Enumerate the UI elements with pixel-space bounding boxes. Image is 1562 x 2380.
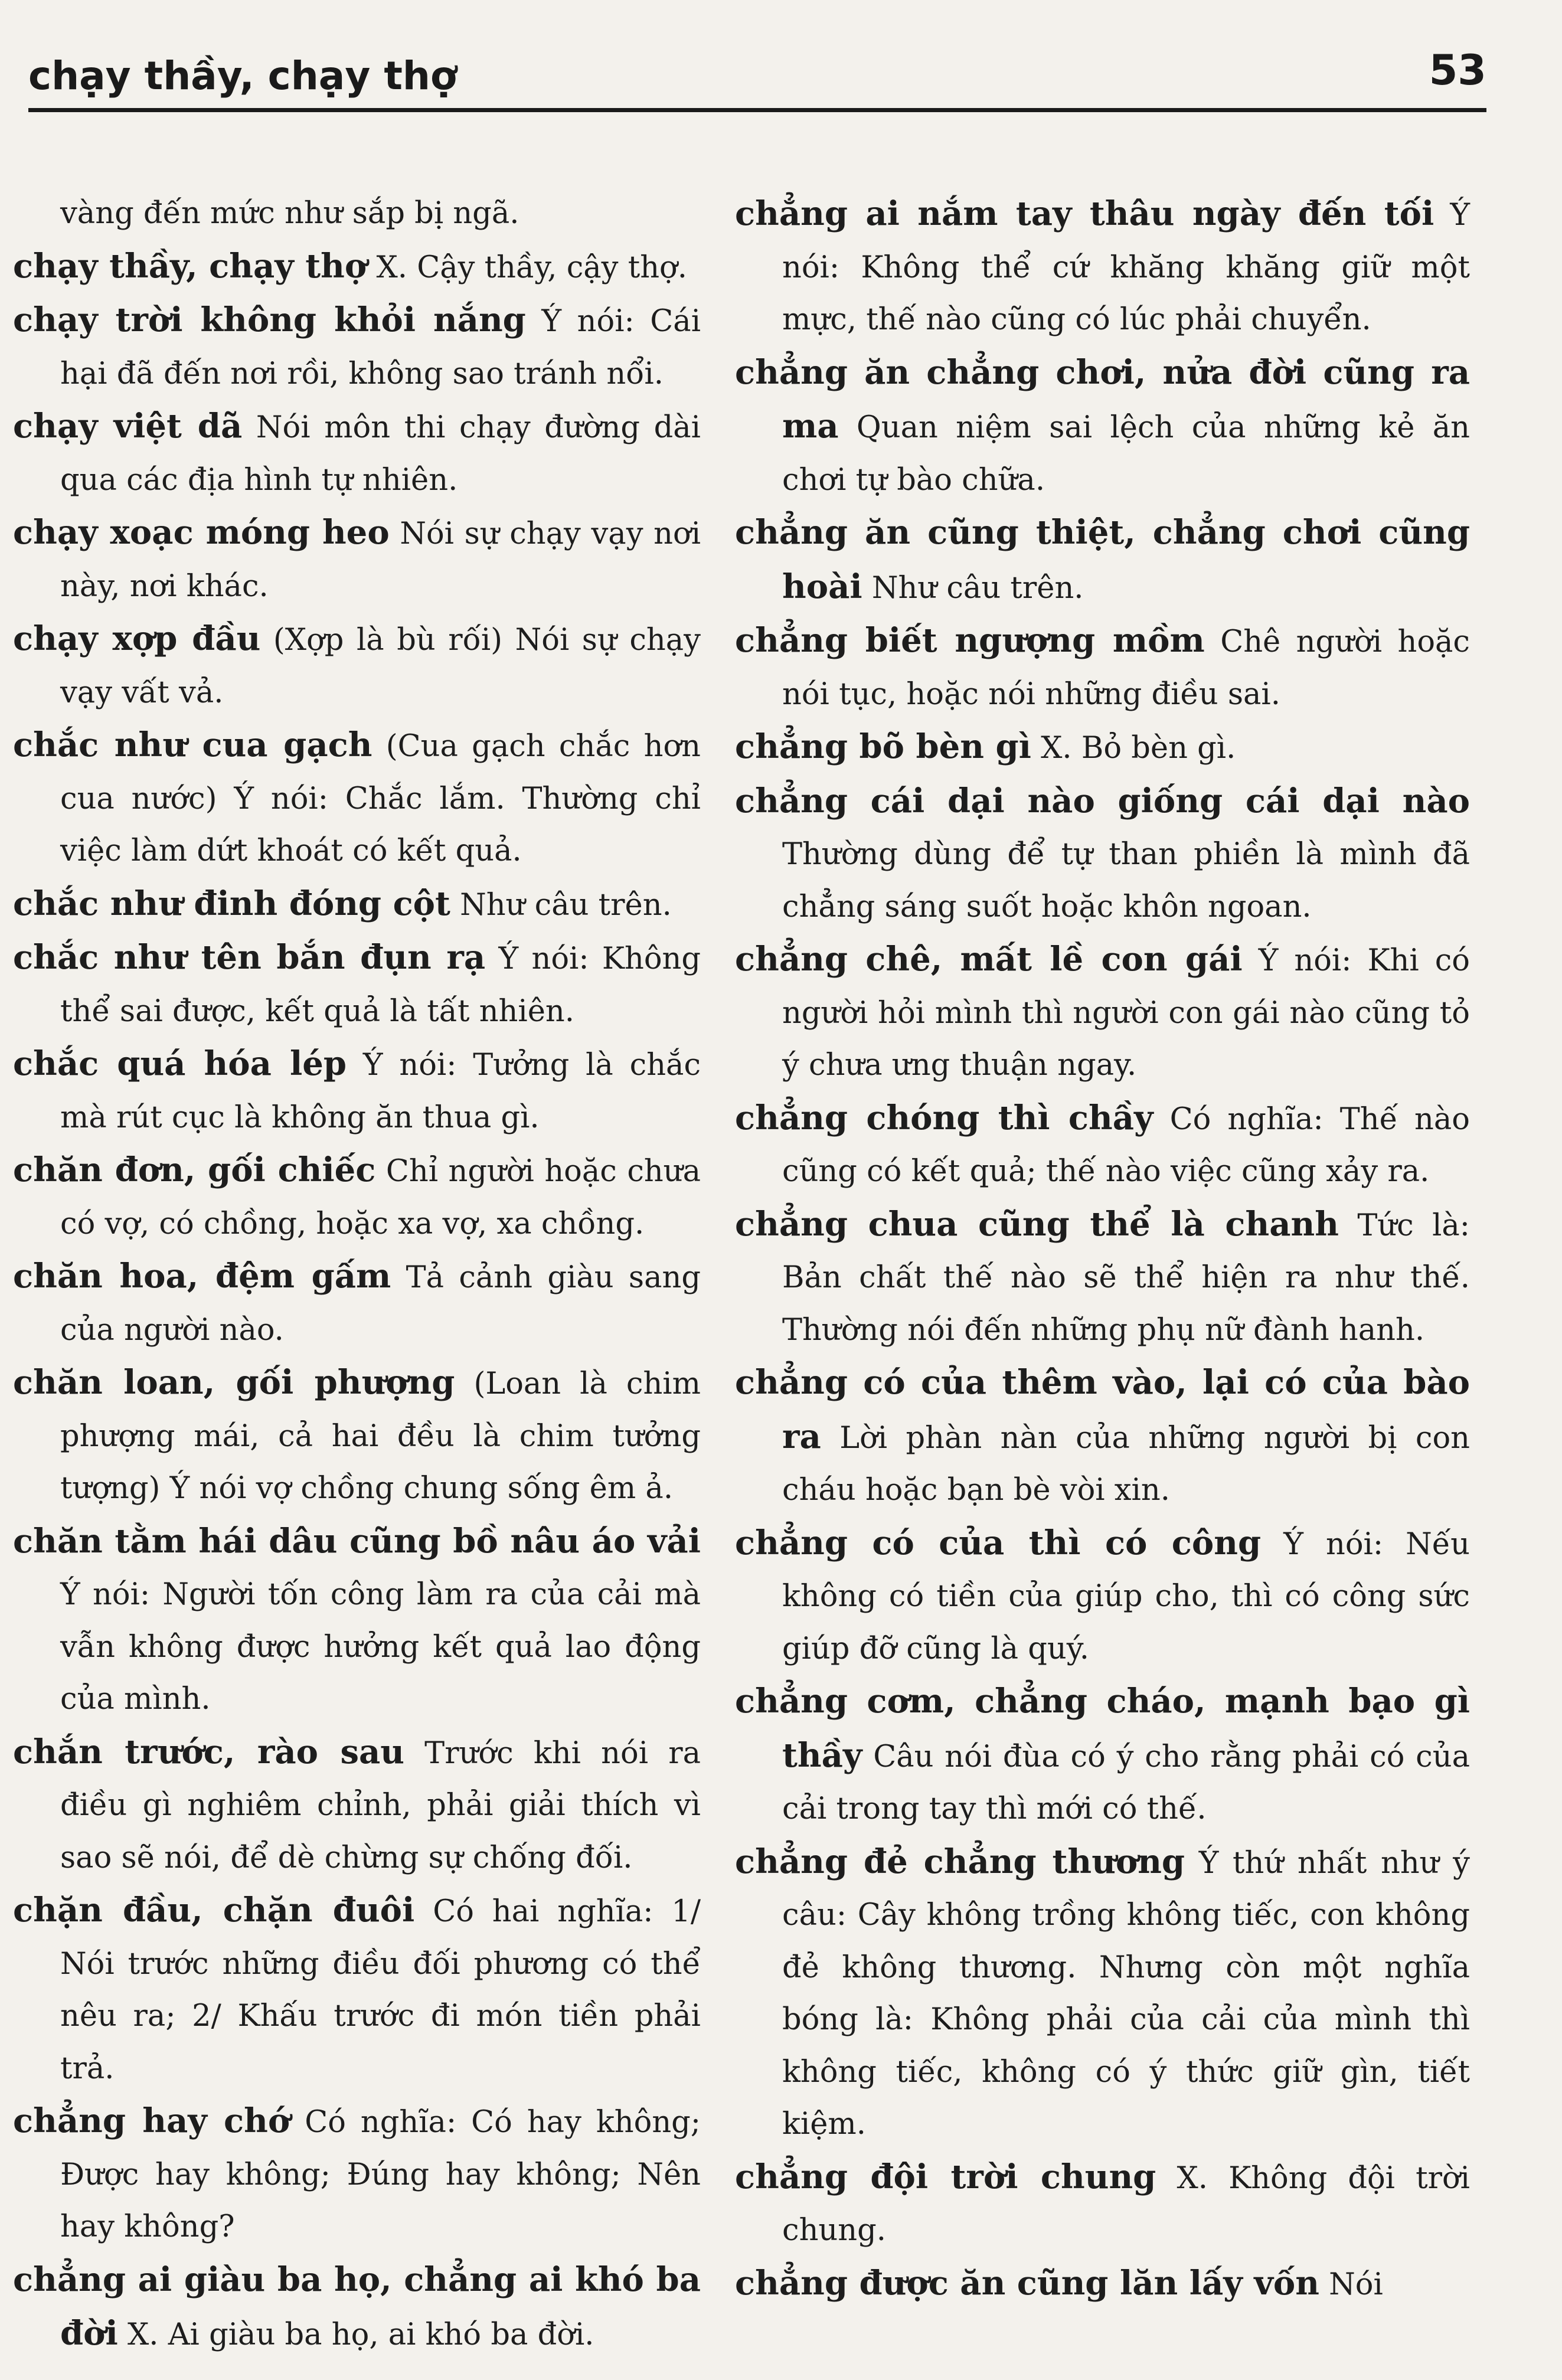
entry-definition: Tả cảnh giàu sang của người nào. xyxy=(60,1260,701,1348)
entry-definition: (Cua gạch chắc hơn cua nước) Ý nói: Chắc lắm. Thường chỉ việc làm dứt khoát có kết quả. xyxy=(60,729,701,868)
dictionary-entry xyxy=(13,240,701,295)
entry-definition: Nói sự chạy vạy nơi này, nơi khác. xyxy=(60,516,701,604)
dictionary-entry xyxy=(735,721,1470,775)
entry-headword: chẳng được ăn cũng lăn lấy vốn xyxy=(735,2263,1319,2303)
entry-definition: vàng đến mức như sắp bị ngã. xyxy=(60,196,519,231)
entry-headword: chẳng có của thì có công xyxy=(735,1523,1262,1562)
entry-headword: chăn tằm hái dâu cũng bồ nâu áo vải xyxy=(13,1521,701,1561)
dictionary-entry xyxy=(735,933,1470,1092)
entry-headword: chẳng đẻ chẳng thương xyxy=(735,1842,1185,1881)
entry-definition: Chê người hoặc nói tục, hoặc nói những điều sai. xyxy=(782,625,1470,712)
entry-headword: chạy việt dã xyxy=(13,407,243,446)
entry-headword: chẳng cái dại nào giống cái dại nào xyxy=(735,781,1470,820)
left-column xyxy=(13,188,701,2362)
dictionary-entry xyxy=(13,931,701,1038)
entry-headword: chắn trước, rào sau xyxy=(13,1732,404,1771)
entry-definition: X. Cậy thầy, cậy thợ. xyxy=(376,250,687,285)
entry-definition: Thường dùng để tự than phiền là mình đã chẳng sáng suốt hoặc khôn ngoan. xyxy=(782,837,1470,924)
entry-definition: X. Bỏ bèn gì. xyxy=(1041,731,1236,766)
entry-headword: chạy thầy, chạy thợ xyxy=(13,246,367,286)
dictionary-entry xyxy=(13,400,701,506)
entry-definition: Như câu trên. xyxy=(460,887,672,923)
dictionary-entry xyxy=(13,1884,701,2095)
page-header xyxy=(28,35,1486,112)
dictionary-entry xyxy=(13,2254,701,2362)
dictionary-entry xyxy=(13,294,701,400)
entry-headword: chẳng cơm, chẳng cháo, mạnh bạo gì thầy xyxy=(735,1682,1470,1775)
entry-headword: chặn đầu, chặn đuôi xyxy=(13,1891,415,1930)
dictionary-entry xyxy=(735,1092,1470,1198)
dictionary-entry xyxy=(735,1198,1470,1357)
entry-headword: chạy trời không khỏi nắng xyxy=(13,300,526,339)
running-head: chạy thầy, chạy thợ xyxy=(28,53,458,99)
entry-definition: Quan niệm sai lệch của những kẻ ăn chơi tự bào chữa. xyxy=(782,410,1470,498)
entry-headword: chẳng chua cũng thể là chanh xyxy=(735,1204,1339,1244)
dictionary-entry xyxy=(735,775,1470,934)
entry-definition: Như câu trên. xyxy=(871,570,1084,606)
dictionary-entry xyxy=(735,1517,1470,1676)
entry-headword: chẳng hay chớ xyxy=(13,2101,290,2140)
entry-headword: chẳng đội trời chung xyxy=(735,2157,1156,2196)
entry-headword: chắc quá hóa lép xyxy=(13,1044,347,1083)
dictionary-entry xyxy=(13,188,701,240)
entry-headword: chăn hoa, đệm gấm xyxy=(13,1257,391,1296)
entry-definition: Chỉ người hoặc chưa có vợ, có chồng, hoặc xa vợ, xa chồng. xyxy=(60,1154,701,1241)
entry-definition: Ý thứ nhất như ý câu: Cây không trồng không tiếc, con không đẻ không thương. Nhưng còn một nghĩa bóng là: Không phải của cải của mình thì không tiếc, không có ý thức giữ gìn, tiết kiệm. xyxy=(782,1845,1470,2142)
entry-headword: chẳng ai giàu ba họ, chẳng ai khó ba đời xyxy=(13,2260,701,2353)
dictionary-entry xyxy=(13,1038,701,1144)
entry-definition: Nói xyxy=(1329,2267,1383,2302)
entry-definition: Ý nói: Tưởng là chắc mà rút cục là không ăn thua gì. xyxy=(60,1048,701,1135)
entry-headword: chắc như tên bắn đụn rạ xyxy=(13,938,486,977)
entry-headword: chẳng ăn cũng thiệt, chẳng chơi cũng hoài xyxy=(735,513,1470,606)
dictionary-entry xyxy=(13,1515,701,1726)
dictionary-entry xyxy=(13,1356,701,1515)
entry-definition: Ý nói: Người tốn công làm ra của cải mà vẫn không được hưởng kết quả lao động của mình. xyxy=(60,1577,701,1717)
dictionary-entry xyxy=(13,1726,701,1885)
page-number: 53 xyxy=(1429,46,1486,94)
entry-definition: Ý nói: Không thể sai được, kết quả là tất nhiên. xyxy=(60,941,701,1029)
entry-definition: (Loan là chim phượng mái, cả hai đều là chim tưởng tượng) Ý nói vợ chồng chung sống êm ả. xyxy=(60,1366,701,1506)
dictionary-entry xyxy=(13,506,701,613)
dictionary-entry xyxy=(735,346,1470,507)
entry-headword: chẳng có của thêm vào, lại có của bào ra xyxy=(735,1363,1470,1456)
entry-headword: chăn đơn, gối chiếc xyxy=(13,1150,376,1189)
entry-headword: chắc như đinh đóng cột xyxy=(13,884,450,923)
dictionary-entry xyxy=(13,1250,701,1356)
dictionary-entry xyxy=(13,2095,701,2254)
entry-definition: Ý nói: Không thể cứ khăng khăng giữ một mực, thế nào cũng có lúc phải chuyển. xyxy=(782,198,1470,337)
entry-definition: X. Ai giàu ba họ, ai khó ba đời. xyxy=(128,2317,594,2352)
dictionary-entry xyxy=(735,506,1470,614)
dictionary-entry xyxy=(735,614,1470,721)
entry-headword: chẳng chóng thì chầy xyxy=(735,1098,1153,1137)
entry-definition: (Xợp là bù rối) Nói sự chạy vạy vất vả. xyxy=(60,623,701,710)
dictionary-entry xyxy=(735,1836,1470,2151)
entry-definition: Câu nói đùa có ý cho rằng phải có của cải trong tay thì mới có thế. xyxy=(782,1739,1470,1826)
entry-definition: Ý nói: Khi có người hỏi mình thì người con gái nào cũng tỏ ý chưa ưng thuận ngay. xyxy=(782,943,1470,1083)
dictionary-entry xyxy=(735,2257,1470,2312)
dictionary-entry xyxy=(735,1356,1470,1517)
entry-headword: chăn loan, gối phượng xyxy=(13,1363,455,1402)
header-rule xyxy=(28,108,1486,112)
dictionary-entry xyxy=(735,2151,1470,2257)
dictionary-entry xyxy=(735,188,1470,346)
dictionary-entry xyxy=(13,1144,701,1250)
entry-definition: Nói môn thi chạy đường dài qua các địa hình tự nhiên. xyxy=(60,410,701,498)
entry-headword: chẳng biết ngượng mồm xyxy=(735,621,1205,660)
entry-definition: Có nghĩa: Thế nào cũng có kết quả; thế nào việc cũng xảy ra. xyxy=(782,1101,1470,1189)
dictionary-entry xyxy=(735,1675,1470,1836)
entry-definition: Trước khi nói ra điều gì nghiêm chỉnh, phải giải thích vì sao sẽ nói, để dè chừng sự chống đối. xyxy=(60,1735,701,1875)
entry-headword: chạy xợp đầu xyxy=(13,619,261,658)
entry-definition: Có hai nghĩa: 1/ Nói trước những điều đối phương có thể nêu ra; 2/ Khấu trước đi món tiền phải trả. xyxy=(60,1894,701,2086)
entry-headword: chẳng chê, mất lề con gái xyxy=(735,940,1243,979)
entry-definition: Tức là: Bản chất thế nào sẽ thể hiện ra như thế. Thường nói đến những phụ nữ đành hanh. xyxy=(782,1208,1470,1348)
entry-definition: Ý nói: Cái hại đã đến nơi rồi, không sao tránh nổi. xyxy=(60,304,701,391)
entry-headword: chắc như cua gạch xyxy=(13,725,372,764)
dictionary-entry xyxy=(13,613,701,719)
entry-definition: Lời phàn nàn của những người bị con cháu hoặc bạn bè vòi xin. xyxy=(782,1420,1470,1508)
right-column xyxy=(735,188,1470,2311)
entry-definition: X. Không đội trời chung. xyxy=(782,2160,1470,2248)
entry-definition: Có nghĩa: Có hay không; Được hay không; Đúng hay không; Nên hay không? xyxy=(60,2105,701,2244)
dictionary-entry xyxy=(13,878,701,932)
dictionary-entry xyxy=(13,719,701,878)
entry-headword: chẳng ăn chẳng chơi, nửa đời cũng ra ma xyxy=(735,352,1470,446)
entry-headword: chẳng ai nắm tay thâu ngày đến tối xyxy=(735,194,1434,233)
entry-definition: Ý nói: Nếu không có tiền của giúp cho, thì có công sức giúp đỡ cũng là quý. xyxy=(782,1526,1470,1666)
entry-headword: chạy xoạc móng heo xyxy=(13,513,390,552)
entry-headword: chẳng bõ bèn gì xyxy=(735,727,1031,766)
